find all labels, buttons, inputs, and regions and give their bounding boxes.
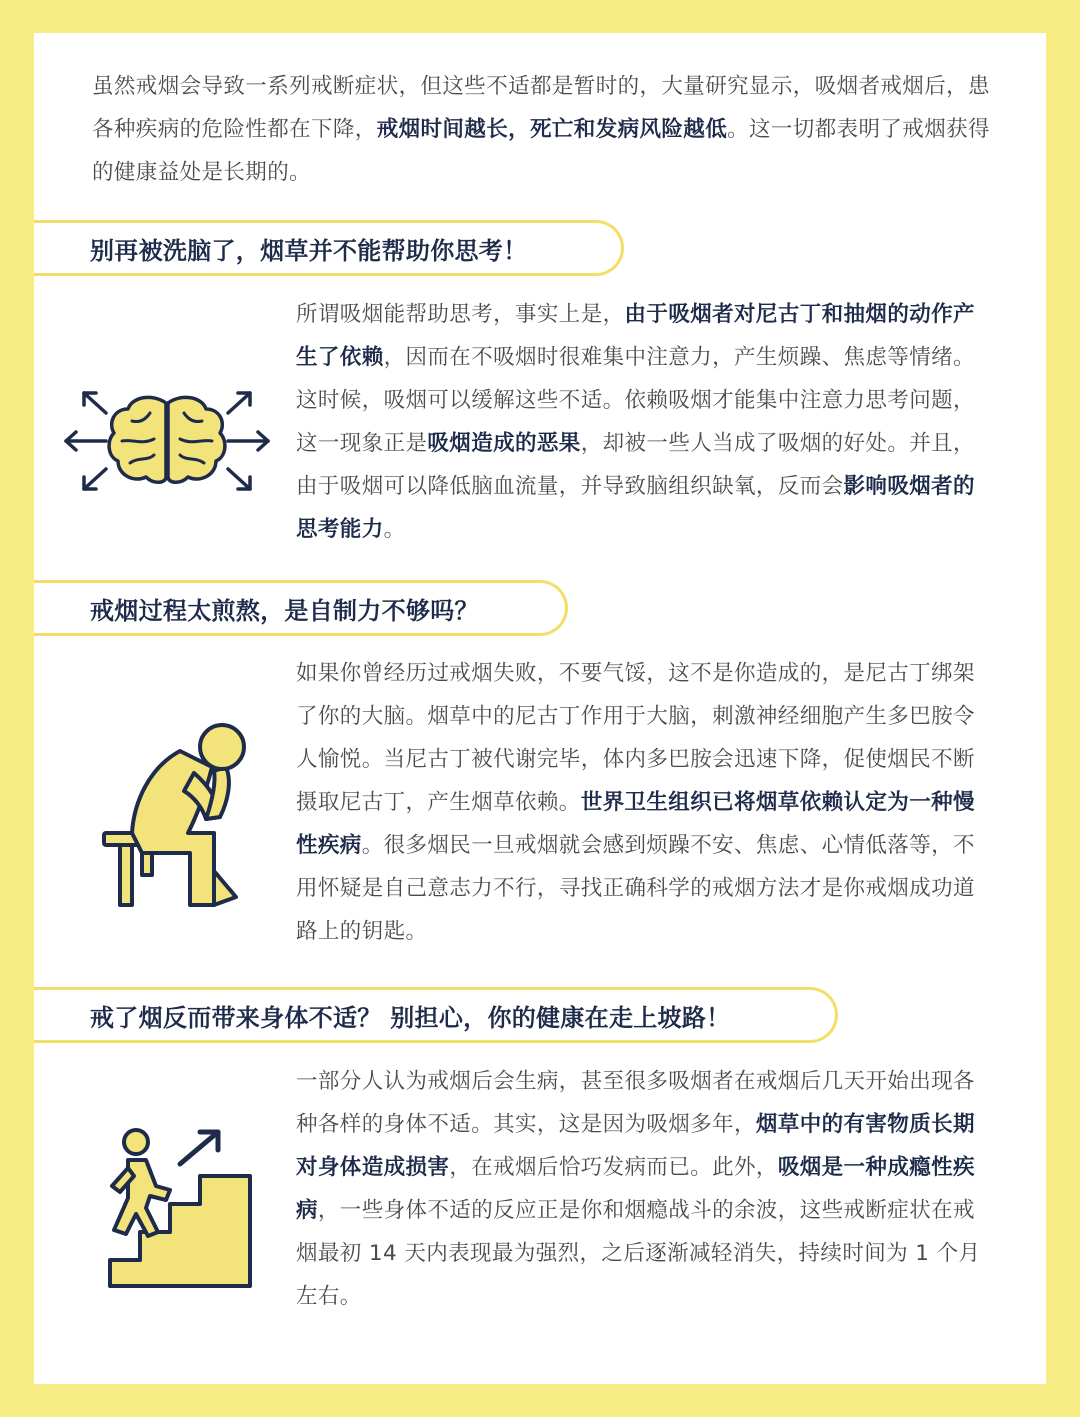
intro-text-1: 虽然戒烟会导致一系列戒断症状，但这些不适都是暂时的，大量研究显示，吸烟者戒烟后，患各种疾病的危险性都在下降， bbox=[92, 74, 990, 142]
intro-paragraph bbox=[92, 65, 992, 194]
section-1-text-1: 所谓吸烟能帮助思考，事实上是， bbox=[296, 302, 625, 327]
section-3-text-3: ，一些身体不适的反应正是你和烟瘾战斗的余波，这些戒断症状在戒烟最初 14 天内表现最为强烈，之后逐渐减轻消失，持续时间为 1 个月左右。 bbox=[296, 1198, 981, 1309]
section-1-text-4: 。 bbox=[383, 517, 406, 542]
section-2-title: 戒烟过程太煎熬，是自制力不够吗？ bbox=[90, 596, 479, 625]
climbing-stairs-icon bbox=[96, 1128, 256, 1288]
section-3-title: 戒了烟反而带来身体不适？ 别担心，你的健康在走上坡路！ bbox=[90, 1003, 731, 1032]
section-1-heading bbox=[34, 220, 624, 276]
section-3-text-1: 一部分人认为戒烟后会生病，甚至很多吸烟者在戒烟后几天开始出现各种各样的身体不适。其实，这是因为吸烟多年， bbox=[296, 1069, 975, 1137]
intro-text-2: 。这一切都表明了戒烟获得的健康益处是长期的。 bbox=[92, 117, 990, 185]
section-1-text-3: ，却被一些人当成了吸烟的好处。并且，由于吸烟可以降低脑血流量，并导致脑组织缺氧，反而会 bbox=[296, 431, 975, 499]
section-1-highlight-1: 由于吸烟者对尼古丁和抽烟的动作产生了依赖 bbox=[296, 302, 975, 370]
brain-icon bbox=[62, 391, 272, 491]
section-2-highlight-1: 世界卫生组织已将烟草依赖认定为一种慢性疾病 bbox=[296, 790, 975, 858]
section-2-text-1: 如果你曾经历过戒烟失败，不要气馁，这不是你造成的，是尼古丁绑架了你的大脑。烟草中的尼古丁作用于大脑，刺激神经细胞产生多巴胺令人愉悦。当尼古丁被代谢完毕，体内多巴胺会迅速下降，促使烟民不断摄取尼古丁，产生烟草依赖。 bbox=[296, 661, 975, 815]
section-1-highlight-2: 吸烟造成的恶果 bbox=[427, 431, 581, 456]
section-3-highlight-1: 烟草中的有害物质长期对身体造成损害 bbox=[296, 1112, 975, 1180]
section-1-highlight-3: 影响吸烟者的思考能力 bbox=[296, 474, 975, 542]
section-1-text-2: ，因而在不吸烟时很难集中注意力，产生烦躁、焦虑等情绪。这时候，吸烟可以缓解这些不适。依赖吸烟才能集中注意力思考问题，这一现象正是 bbox=[296, 345, 975, 456]
intro-highlight: 戒烟时间越长，死亡和发病风险越低 bbox=[376, 117, 728, 142]
section-1-body bbox=[296, 293, 990, 551]
section-3-body bbox=[296, 1060, 990, 1318]
section-2-body bbox=[296, 652, 990, 953]
content-card bbox=[34, 33, 1046, 1384]
section-2-text-2: 。很多烟民一旦戒烟就会感到烦躁不安、焦虑、心情低落等，不用怀疑是自己意志力不行，寻找正确科学的戒烟方法才是你戒烟成功道路上的钥匙。 bbox=[296, 833, 975, 944]
section-3-text-2: ，在戒烟后恰巧发病而已。此外， bbox=[449, 1155, 778, 1180]
section-2-heading bbox=[34, 580, 568, 636]
section-3-heading bbox=[34, 987, 838, 1043]
section-1-title: 别再被洗脑了，烟草并不能帮助你思考！ bbox=[90, 236, 528, 265]
section-3-highlight-2: 吸烟是一种成瘾性疾病 bbox=[296, 1155, 975, 1223]
distressed-person-icon bbox=[102, 721, 252, 911]
